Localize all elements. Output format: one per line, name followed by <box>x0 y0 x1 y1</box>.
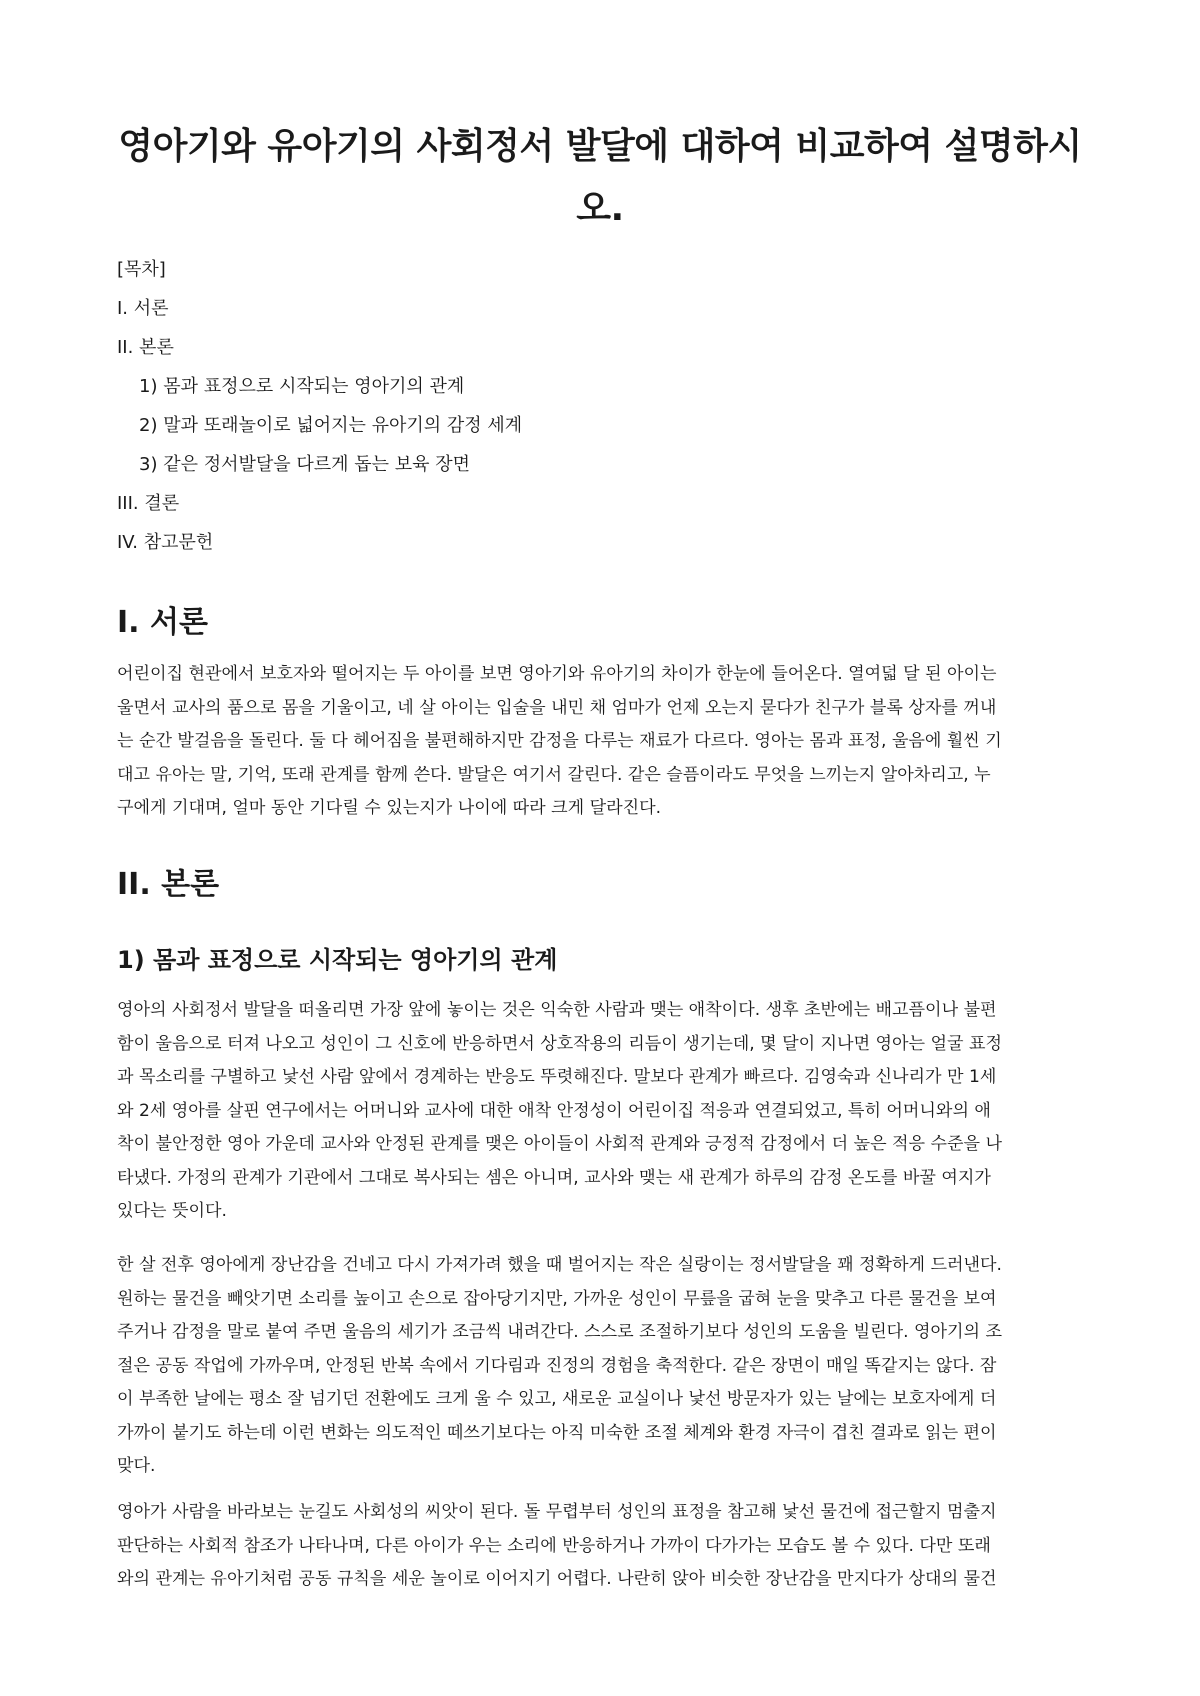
section-heading-body: II. 본론 <box>117 867 220 902</box>
document-title <box>117 116 1083 240</box>
paragraph-line: 착이 불안정한 영아 가운데 교사와 안정된 관계를 맺은 아이들이 사회적 관계와 긍정적 감정에서 더 높은 적응 수준을 나 <box>117 1134 1002 1154</box>
section-heading-intro: I. 서론 <box>117 605 208 640</box>
paragraph-line: 와 2세 영아를 살핀 연구에서는 어머니와 교사에 대한 애착 안정성이 어린이집 적응과 연결되었고, 특히 어머니와의 애 <box>117 1100 991 1121</box>
paragraph-line: 한 살 전후 영아에게 장난감을 건네고 다시 가져가려 했을 때 벌어지는 작은 실랑이는 정서발달을 꽤 정확하게 드러낸다. <box>117 1255 1002 1275</box>
toc-item-intro: I. 서론 <box>117 298 169 319</box>
toc-item-body-1: 1) 몸과 표정으로 시작되는 영아기의 관계 <box>139 376 465 397</box>
intro-paragraph <box>117 658 1083 826</box>
paragraph-line: 어린이집 현관에서 보호자와 떨어지는 두 아이를 보면 영아기와 유아기의 차이가 한눈에 들어온다. 열여덟 달 된 아이는 <box>117 664 997 684</box>
toc-item-conclusion: III. 결론 <box>117 493 180 514</box>
paragraph-line: 와의 관계는 유아기처럼 공동 규칙을 세운 놀이로 이어지기 어렵다. 나란히 앉아 비슷한 장난감을 만지다가 상대의 물건 <box>117 1569 997 1589</box>
toc-heading: [목차] <box>117 259 166 280</box>
paragraph-line: 는 순간 발걸음을 돌린다. 둘 다 헤어짐을 불편해하지만 감정을 다루는 재료가 다르다. 영아는 몸과 표정, 울음에 훨씬 기 <box>117 731 1002 751</box>
toc-item-body-2: 2) 말과 또래놀이로 넓어지는 유아기의 감정 세계 <box>139 415 523 436</box>
body1-paragraph-1 <box>117 994 1083 1229</box>
paragraph-line: 원하는 물건을 빼앗기면 소리를 높이고 손으로 잡아당기지만, 가까운 성인이 무릎을 굽혀 눈을 맞추고 다른 물건을 보여 <box>117 1288 997 1309</box>
paragraph-line: 가까이 붙기도 하는데 이런 변화는 의도적인 떼쓰기보다는 아직 미숙한 조절 체계와 환경 자극이 겹친 결과로 읽는 편이 <box>117 1422 997 1443</box>
subsection-heading-1: 1) 몸과 표정으로 시작되는 영아기의 관계 <box>117 946 558 974</box>
toc-item-body-3: 3) 같은 정서발달을 다르게 돕는 보육 장면 <box>139 454 471 475</box>
body1-paragraph-2 <box>117 1249 1083 1484</box>
paragraph-line: 울면서 교사의 품으로 몸을 기울이고, 네 살 아이는 입술을 내민 채 엄마가 언제 오는지 묻다가 친구가 블록 상자를 꺼내 <box>117 697 997 718</box>
title-line-1: 영아기와 유아기의 사회정서 발달에 대하여 비교하여 설명하시 <box>118 126 1082 167</box>
paragraph-line: 절은 공동 작업에 가까우며, 안정된 반복 속에서 기다림과 진정의 경험을 축적한다. 같은 장면이 매일 똑같지는 않다. 잠 <box>117 1355 997 1376</box>
body1-paragraph-3 <box>117 1496 1083 1597</box>
paragraph-line: 대고 유아는 말, 기억, 또래 관계를 함께 쓴다. 발달은 여기서 갈린다. 같은 슬픔이라도 무엇을 느끼는지 알아차리고, 누 <box>117 764 991 785</box>
paragraph-line: 판단하는 사회적 참조가 나타나며, 다른 아이가 우는 소리에 반응하거나 가까이 다가가는 모습도 볼 수 있다. 다만 또래 <box>117 1535 991 1556</box>
paragraph-line: 과 목소리를 구별하고 낯선 사람 앞에서 경계하는 반응도 뚜렷해진다. 말보다 관계가 빠르다. 김영숙과 신나리가 만 1세 <box>117 1067 997 1087</box>
paragraph-line: 주거나 감정을 말로 붙여 주면 울음의 세기가 조금씩 내려간다. 스스로 조절하기보다 성인의 도움을 빌린다. 영아기의 조 <box>117 1322 1002 1342</box>
toc-item-body: II. 본론 <box>117 337 174 358</box>
paragraph-line: 맞다. <box>117 1456 156 1476</box>
toc-item-references: IV. 참고문헌 <box>117 532 214 553</box>
paragraph-line: 구에게 기대며, 얼마 동안 기다릴 수 있는지가 나이에 따라 크게 달라진다. <box>117 798 662 818</box>
paragraph-line: 있다는 뜻이다. <box>117 1201 227 1221</box>
title-line-2: 오. <box>576 188 624 229</box>
paragraph-line: 이 부족한 날에는 평소 잘 넘기던 전환에도 크게 울 수 있고, 새로운 교실이나 낯선 방문자가 있는 날에는 보호자에게 더 <box>117 1389 997 1409</box>
paragraph-line: 영아가 사람을 바라보는 눈길도 사회성의 씨앗이 된다. 돌 무렵부터 성인의 표정을 참고해 낯선 물건에 접근할지 멈출지 <box>117 1502 997 1522</box>
paragraph-line: 영아의 사회정서 발달을 떠올리면 가장 앞에 놓이는 것은 익숙한 사람과 맺는 애착이다. 생후 초반에는 배고픔이나 불편 <box>117 1000 997 1020</box>
paragraph-line: 타냈다. 가정의 관계가 기관에서 그대로 복사되는 셈은 아니며, 교사와 맺는 새 관계가 하루의 감정 온도를 바꿀 여지가 <box>117 1167 991 1188</box>
paragraph-line: 함이 울음으로 터져 나오고 성인이 그 신호에 반응하면서 상호작용의 리듬이 생기는데, 몇 달이 지나면 영아는 얼굴 표정 <box>117 1033 1002 1054</box>
table-of-contents <box>117 250 1083 562</box>
